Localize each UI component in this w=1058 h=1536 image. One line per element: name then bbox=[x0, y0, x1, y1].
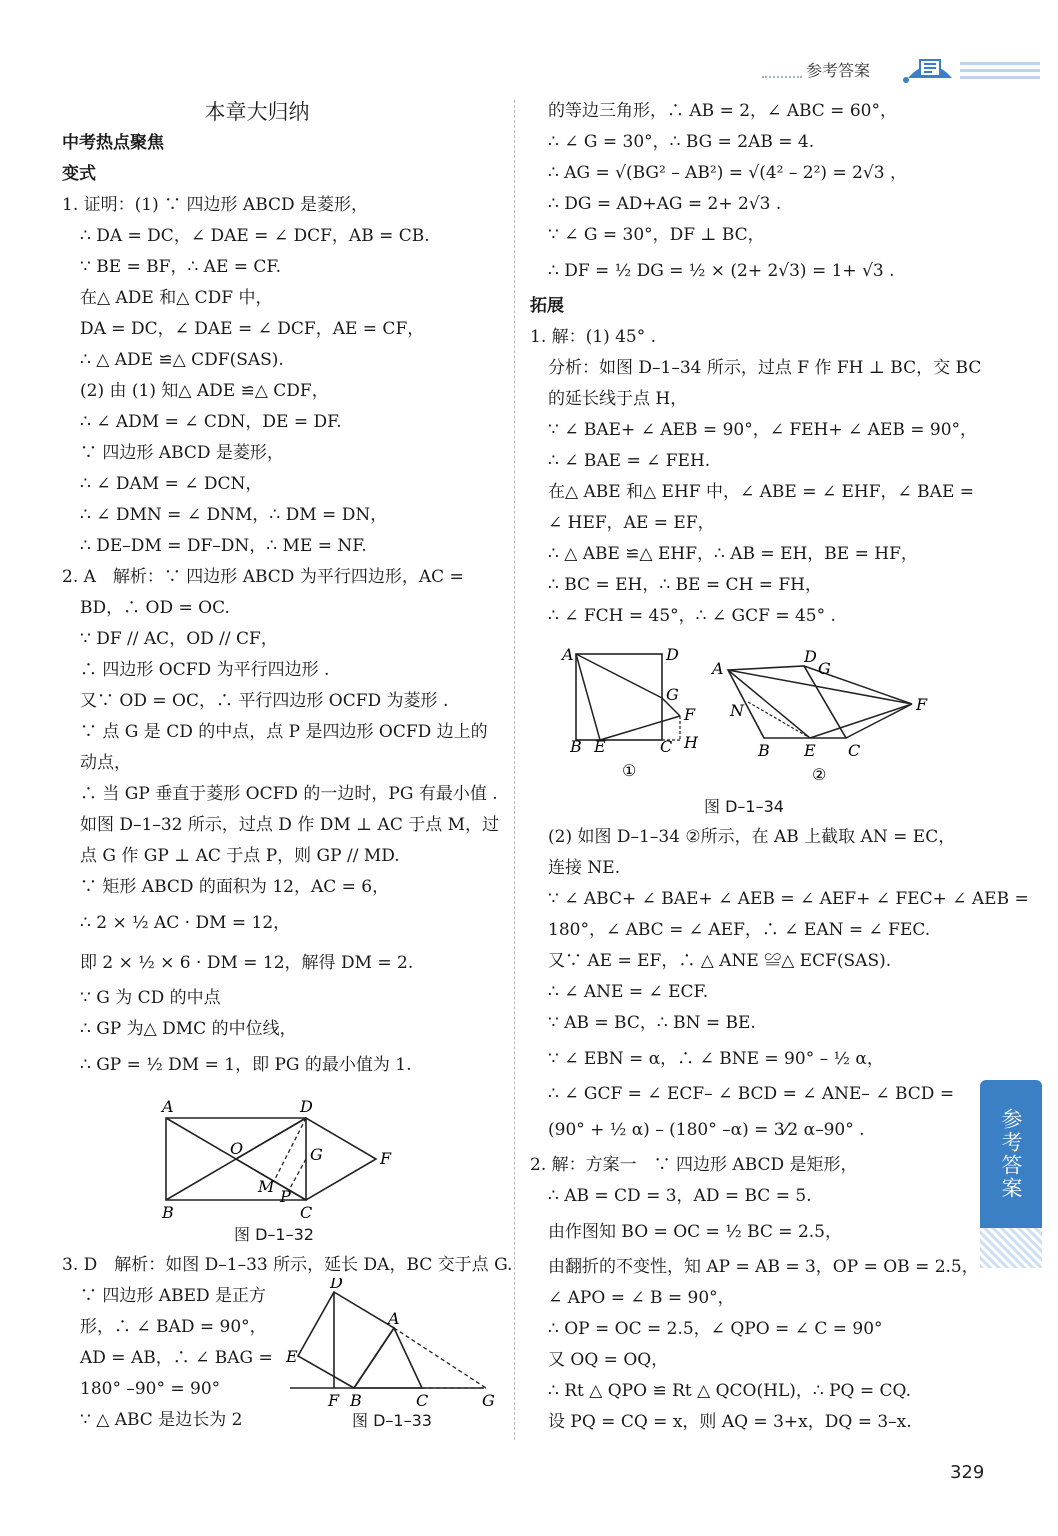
section-heading: 变式 bbox=[62, 164, 96, 184]
fig33-label: F bbox=[328, 1391, 340, 1410]
text-line: 的等边三角形，∴ AB = 2，∠ ABC = 60°， bbox=[548, 101, 897, 121]
text-line: 又 OQ = OQ， bbox=[548, 1350, 669, 1370]
text-line: ∵ ∠ G = 30°，DF ⊥ BC， bbox=[548, 225, 765, 245]
text-line: 设 PQ = CQ = x，则 AQ = 3+x，DQ = 3–x. bbox=[548, 1412, 912, 1432]
fig34-label: F bbox=[916, 695, 928, 714]
right-column-top bbox=[530, 96, 982, 632]
fig34-label: A bbox=[712, 659, 724, 678]
section-heading: 中考热点聚焦 bbox=[62, 133, 164, 153]
text-line: (2) 由 (1) 知△ ADE ≌△ CDF， bbox=[80, 381, 329, 401]
text-line: 1. 证明：(1) ∵ 四边形 ABCD 是菱形， bbox=[62, 195, 369, 215]
text-line: 由翻折的不变性，知 AP = AB = 3，OP = OB = 2.5， bbox=[548, 1257, 979, 1277]
chapter-title: 本章大归纳 bbox=[204, 100, 310, 124]
text-line: ∴ ∠ ANE = ∠ ECF. bbox=[548, 982, 709, 1002]
text-line: 动点， bbox=[80, 753, 131, 773]
text-line: 即 2 × ½ × 6 · DM = 12，解得 DM = 2. bbox=[80, 953, 414, 973]
text-line: 由作图知 BO = OC = ½ BC = 2.5， bbox=[548, 1222, 842, 1242]
fig34-label: C bbox=[848, 741, 861, 760]
text-line: ∵ 四边形 ABCD 是菱形， bbox=[80, 443, 284, 463]
text-line: ∴ GP = ½ DM = 1，即 PG 的最小值为 1. bbox=[80, 1055, 412, 1075]
text-line: ∵ ∠ ABC+ ∠ BAE+ ∠ AEB = ∠ AEF+ ∠ FEC+ ∠ AEB = bbox=[548, 889, 1029, 909]
text-line: ∵ BE = BF，∴ AE = CF. bbox=[80, 257, 281, 277]
fig34-label: B bbox=[758, 741, 770, 760]
text-line: (90° + ½ α) – (180° –α) = 3⁄2 α–90° . bbox=[548, 1120, 865, 1140]
text-line: ∴ DA = DC，∠ DAE = ∠ DCF，AB = CB. bbox=[80, 226, 430, 246]
text-line: ∴ ∠ BAE = ∠ FEH. bbox=[548, 451, 711, 471]
header-title: 参考答案 bbox=[806, 61, 871, 80]
side-tab-stripes bbox=[980, 1228, 1042, 1268]
fig34-label: D bbox=[804, 647, 817, 666]
fig32-label: B bbox=[162, 1203, 174, 1222]
text-line: ∴ △ ABE ≌△ EHF，∴ AB = EH，BE = HF， bbox=[548, 544, 918, 564]
text-line: ∴ AG = √(BG² – AB²) = √(4² – 2²) = 2√3 ， bbox=[548, 163, 907, 183]
text-line: ∠ APO = ∠ B = 90°， bbox=[548, 1288, 735, 1308]
fig34-label: H bbox=[684, 733, 698, 752]
text-line: ∠ HEF，AE = EF， bbox=[548, 513, 715, 533]
text-line: ∵ G 为 CD 的中点 bbox=[80, 988, 221, 1008]
fig34-label: B bbox=[570, 737, 582, 756]
fig32-label: G bbox=[310, 1145, 323, 1164]
fig34-label: G bbox=[818, 659, 831, 678]
text-line: DA = DC，∠ DAE = ∠ DCF，AE = CF， bbox=[80, 319, 425, 339]
figure-d-1-32-caption: 图 D–1–32 bbox=[234, 1225, 314, 1244]
text-line: ∴ ∠ G = 30°，∴ BG = 2AB = 4. bbox=[548, 132, 815, 152]
text-line: ∴ ∠ DMN = ∠ DNM，∴ DM = DN， bbox=[80, 505, 388, 525]
fig33-label: C bbox=[416, 1391, 429, 1410]
fig34-label: F bbox=[684, 705, 696, 724]
fig32-label: P bbox=[280, 1187, 291, 1206]
text-line: ∴ ∠ FCH = 45°，∴ ∠ GCF = 45° . bbox=[548, 606, 836, 626]
text-line: 在△ ABE 和△ EHF 中，∠ ABE = ∠ EHF，∠ BAE = bbox=[548, 482, 975, 502]
text-line: 又∵ OD = OC，∴ 平行四边形 OCFD 为菱形 . bbox=[80, 691, 449, 711]
text-line: 连接 NE. bbox=[548, 858, 621, 878]
text-line: ∵ △ ABC 是边长为 2 bbox=[80, 1410, 243, 1430]
text-line: 1. 解：(1) 45° . bbox=[530, 327, 657, 347]
text-line: 180° –90° = 90° bbox=[80, 1379, 221, 1399]
side-tab-label: 参考答案 bbox=[999, 1108, 1023, 1200]
text-line: ∴ GP 为△ DMC 的中位线， bbox=[80, 1019, 297, 1039]
text-line: ∴ ∠ GCF = ∠ ECF– ∠ BCD = ∠ ANE– ∠ BCD = bbox=[548, 1084, 955, 1104]
page-number: 329 bbox=[950, 1462, 985, 1483]
text-line: ∴ DE–DM = DF–DN，∴ ME = NF. bbox=[80, 536, 367, 556]
fig34-label: A bbox=[562, 645, 574, 664]
text-line: ∵ AB = BC，∴ BN = BE. bbox=[548, 1013, 756, 1033]
fig34-label: C bbox=[660, 737, 673, 756]
figure-d-1-34 bbox=[556, 640, 956, 794]
text-line: 如图 D–1–32 所示，过点 D 作 DM ⊥ AC 于点 M，过 bbox=[80, 815, 500, 835]
text-line: 分析：如图 D–1–34 所示，过点 F 作 FH ⊥ BC，交 BC bbox=[548, 358, 982, 378]
fig34-label: N bbox=[730, 701, 744, 720]
text-line: ∴ AB = CD = 3，AD = BC = 5. bbox=[548, 1186, 812, 1206]
text-line: ∴ BC = EH，∴ BE = CH = FH， bbox=[548, 575, 823, 595]
text-line: 点 G 作 GP ⊥ AC 于点 P，则 GP // MD. bbox=[80, 846, 400, 866]
fig33-label: E bbox=[286, 1347, 298, 1366]
text-line: ∵ 点 G 是 CD 的中点，点 P 是四边形 OCFD 边上的 bbox=[80, 722, 488, 742]
fig33-label: B bbox=[350, 1391, 362, 1410]
text-line: ∴ 2 × ½ AC · DM = 12， bbox=[80, 913, 291, 933]
text-line: ∴ ∠ ADM = ∠ CDN，DE = DF. bbox=[80, 412, 342, 432]
fig34-label: E bbox=[804, 741, 816, 760]
text-line: ∴ DG = AD+AG = 2+ 2√3 . bbox=[548, 194, 782, 214]
book-logo-icon bbox=[900, 48, 960, 86]
text-line: BD，∴ OD = OC. bbox=[80, 598, 230, 618]
text-line: (2) 如图 D–1–34 ②所示，在 AB 上截取 AN = EC， bbox=[548, 827, 956, 847]
text-line: ∵ DF // AC，OD // CF， bbox=[80, 629, 278, 649]
text-line: ∴ 当 GP 垂直于菱形 OCFD 的一边时，PG 有最小值 . bbox=[80, 784, 498, 804]
text-line: 在△ ADE 和△ CDF 中， bbox=[80, 288, 273, 308]
fig34-sub-label: ② bbox=[812, 765, 827, 784]
fig34-label: E bbox=[594, 737, 606, 756]
text-line: 2. 解：方案一 ∵ 四边形 ABCD 是矩形， bbox=[530, 1155, 858, 1175]
text-line: ∵ 四边形 ABED 是正方 bbox=[80, 1286, 267, 1306]
figure-d-1-33 bbox=[284, 1278, 504, 1422]
text-line: ∴ DF = ½ DG = ½ × (2+ 2√3) = 1+ √3 . bbox=[548, 261, 895, 281]
fig33-label: A bbox=[388, 1309, 400, 1328]
text-line: ∵ 矩形 ABCD 的面积为 12，AC = 6， bbox=[80, 877, 390, 897]
header-lines bbox=[960, 62, 1040, 83]
text-line: ∵ ∠ BAE+ ∠ AEB = 90°，∠ FEH+ ∠ AEB = 90°， bbox=[548, 420, 978, 440]
text-line: 2. A 解析：∵ 四边形 ABCD 为平行四边形，AC = bbox=[62, 567, 464, 587]
text-line: ∴ △ ADE ≌△ CDF(SAS). bbox=[80, 350, 284, 370]
section-heading: 拓展 bbox=[530, 296, 564, 316]
fig34-label: D bbox=[666, 645, 679, 664]
fig34-label: G bbox=[666, 685, 679, 704]
text-line: AD = AB，∴ ∠ BAG = bbox=[80, 1348, 273, 1368]
text-line: 又∵ AE = EF，∴ △ ANE ≌△ ECF(SAS). bbox=[548, 951, 892, 971]
fig33-label: D bbox=[330, 1278, 343, 1292]
text-line: ∵ ∠ EBN = α，∴ ∠ BNE = 90° – ½ α， bbox=[548, 1049, 884, 1069]
header-dots bbox=[762, 76, 802, 78]
fig32-label: M bbox=[258, 1177, 275, 1196]
text-line: ∴ OP = OC = 2.5，∠ QPO = ∠ C = 90° bbox=[548, 1319, 883, 1339]
column-divider bbox=[514, 100, 515, 1440]
fig34-sub-label: ① bbox=[622, 761, 637, 780]
text-line: 180°，∠ ABC = ∠ AEF，∴ ∠ EAN = ∠ FEC. bbox=[548, 920, 931, 940]
text-line: ∴ 四边形 OCFD 为平行四边形 . bbox=[80, 660, 330, 680]
fig33-label: G bbox=[482, 1391, 495, 1410]
text-line: 3. D 解析：如图 D–1–33 所示，延长 DA，BC 交于点 G. bbox=[62, 1255, 513, 1275]
fig32-label: A bbox=[162, 1097, 174, 1116]
text-line: 形，∴ ∠ BAD = 90°， bbox=[80, 1317, 267, 1337]
left-column bbox=[62, 128, 512, 1085]
fig32-label: C bbox=[300, 1203, 313, 1222]
figure-d-1-33-caption: 图 D–1–33 bbox=[352, 1411, 432, 1430]
figure-d-1-32 bbox=[150, 1094, 410, 1226]
side-tab bbox=[980, 1080, 1042, 1228]
figure-d-1-34-caption: 图 D–1–34 bbox=[704, 797, 784, 816]
fig32-label: D bbox=[300, 1097, 313, 1116]
text-line: ∴ ∠ DAM = ∠ DCN， bbox=[80, 474, 263, 494]
fig32-label: O bbox=[230, 1139, 244, 1158]
text-line: 的延长线于点 H， bbox=[548, 389, 688, 409]
text-line: ∴ Rt △ QPO ≌ Rt △ QCO(HL)，∴ PQ = CQ. bbox=[548, 1381, 912, 1401]
fig32-label: F bbox=[380, 1149, 392, 1168]
